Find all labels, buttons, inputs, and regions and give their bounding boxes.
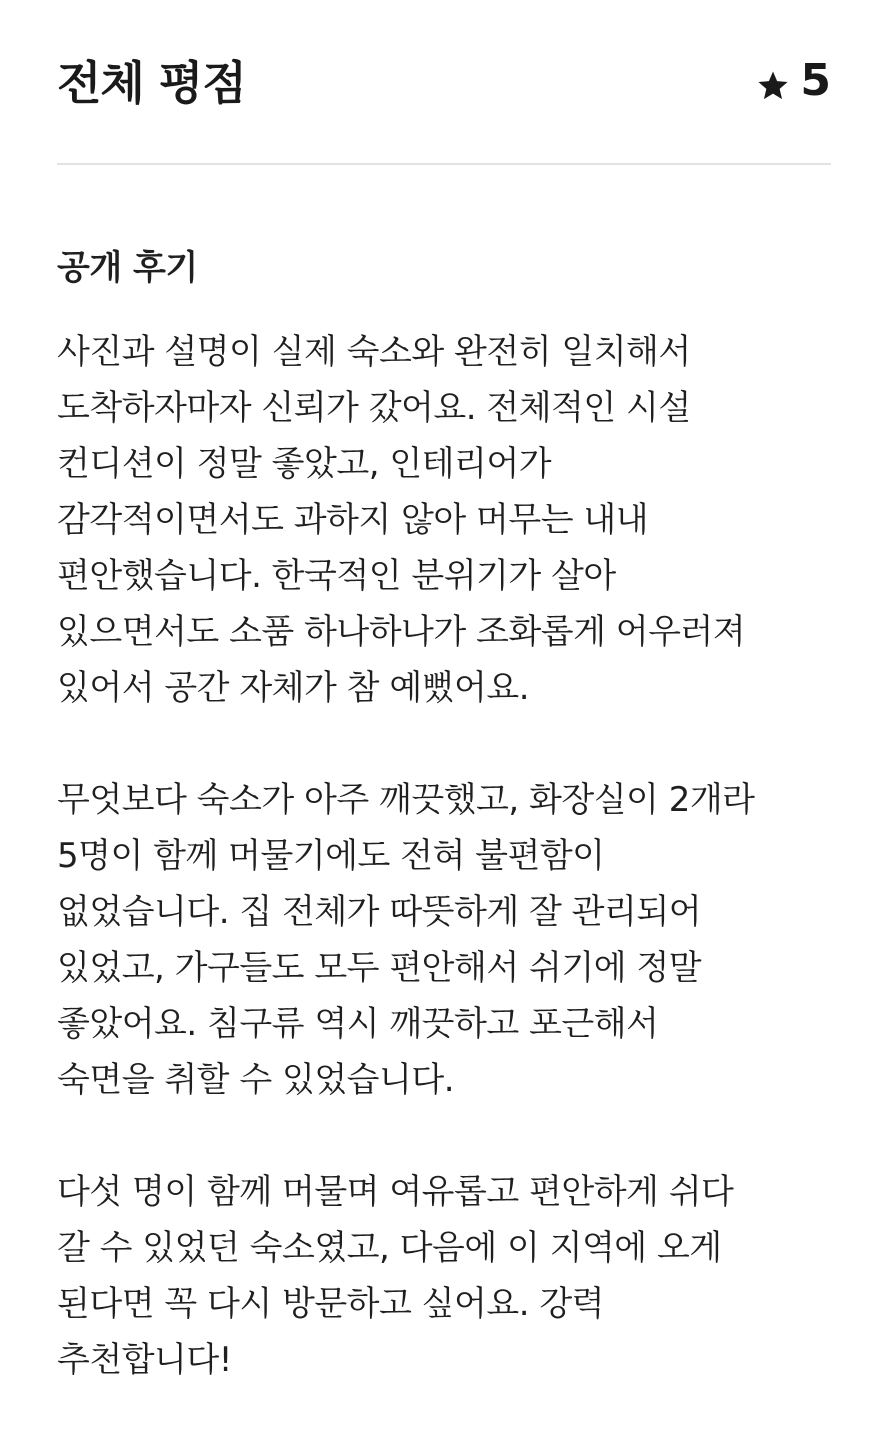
review-line: 감각적이면서도 과하지 않아 머무는 내내: [57, 500, 649, 540]
review-line: 추천합니다!: [57, 1340, 232, 1380]
page-title: 전체 평점: [57, 56, 246, 110]
review-text: [57, 324, 847, 1444]
review-line: 숙면을 취할 수 있었습니다.: [57, 1060, 455, 1100]
overall-rating: [756, 55, 831, 106]
review-paragraph-3: [57, 1164, 847, 1388]
review-line: 없었습니다. 집 전체가 따뜻하게 잘 관리되어: [57, 892, 702, 932]
section-title: 공개 후기: [57, 248, 198, 288]
review-line: 있었고, 가구들도 모두 편안해서 쉬기에 정말: [57, 948, 702, 988]
rating-value: 5: [800, 54, 831, 106]
review-line: 도착하자마자 신뢰가 갔어요. 전체적인 시설: [57, 388, 691, 428]
review-paragraph-1: [57, 324, 847, 716]
review-line: 다섯 명이 함께 머물며 여유롭고 편안하게 쉬다: [57, 1172, 734, 1212]
review-line: 있으면서도 소품 하나하나가 조화롭게 어우러져: [57, 612, 746, 652]
review-line: 5명이 함께 머물기에도 전혀 불편함이: [57, 836, 605, 876]
review-line: 갈 수 있었던 숙소였고, 다음에 이 지역에 오게: [57, 1228, 722, 1268]
review-line: 있어서 공간 자체가 참 예뻤어요.: [57, 668, 530, 708]
review-paragraph-2: [57, 772, 847, 1108]
divider: [57, 163, 831, 165]
review-line: 사진과 설명이 실제 숙소와 완전히 일치해서: [57, 332, 691, 372]
review-line: 편안했습니다. 한국적인 분위기가 살아: [57, 556, 616, 596]
rating-header: [57, 40, 831, 120]
review-line: 컨디션이 정말 좋았고, 인테리어가: [57, 444, 552, 484]
star-icon: [756, 63, 790, 97]
review-line: 무엇보다 숙소가 아주 깨끗했고, 화장실이 2개라: [57, 780, 755, 820]
review-line: 된다면 꼭 다시 방문하고 싶어요. 강력: [57, 1284, 605, 1324]
review-line: 좋았어요. 침구류 역시 깨끗하고 포근해서: [57, 1004, 659, 1044]
